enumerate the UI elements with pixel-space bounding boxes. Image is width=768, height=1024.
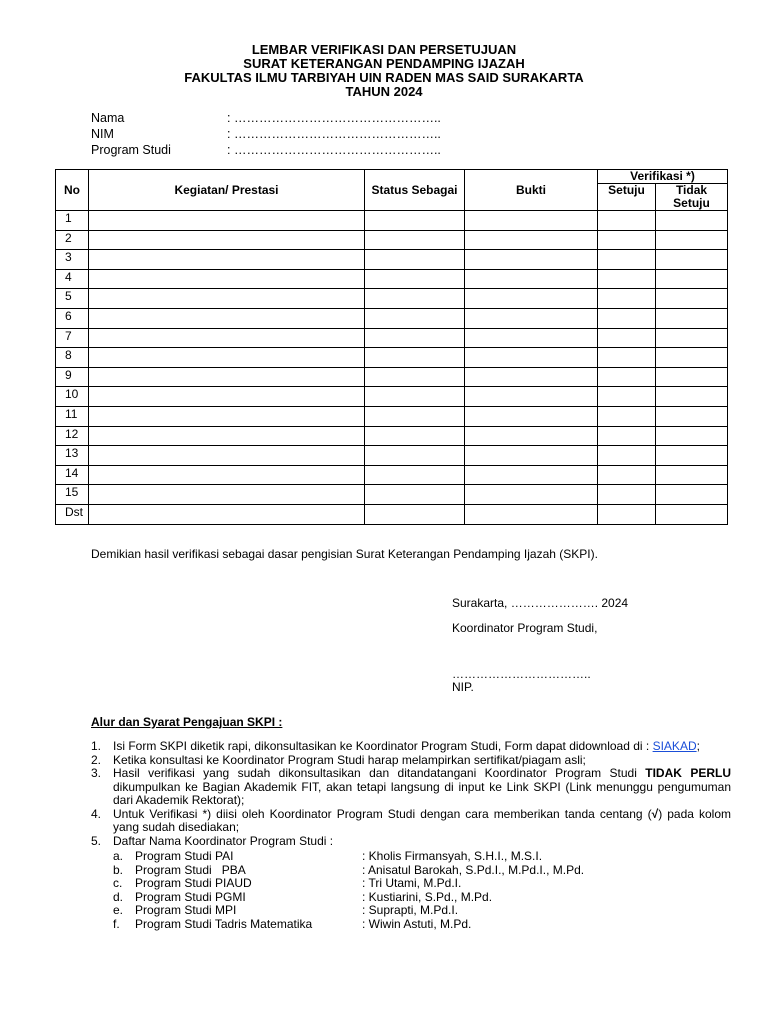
program-name: Program Studi PBA [135, 862, 246, 877]
item-letter: c. [113, 876, 123, 890]
cell-tidak-setuju[interactable] [656, 328, 728, 348]
signature-role: Koordinator Program Studi, [452, 621, 598, 635]
cell-bukti[interactable] [465, 465, 598, 485]
header-setuju: Setuju [598, 184, 656, 211]
field-blank: : ………………………………………….. [227, 127, 441, 141]
cell-setuju[interactable] [598, 426, 656, 446]
cell-status[interactable] [365, 465, 465, 485]
cell-kegiatan[interactable] [89, 446, 365, 466]
verification-table [55, 169, 728, 525]
row-number: 15 [56, 485, 89, 505]
step-1 [91, 740, 731, 754]
header-no: No [56, 170, 89, 211]
table-row [56, 367, 728, 387]
cell-kegiatan[interactable] [89, 406, 365, 426]
cell-status[interactable] [365, 308, 465, 328]
row-number: 3 [56, 250, 89, 270]
row-number: 10 [56, 387, 89, 407]
row-number: 8 [56, 348, 89, 368]
program-name: Program Studi Tadris Matematika [135, 916, 313, 931]
cell-setuju[interactable] [598, 348, 656, 368]
step-number: 2. [91, 752, 102, 767]
coordinator-item [113, 891, 731, 905]
cell-bukti[interactable] [465, 387, 598, 407]
cell-tidak-setuju[interactable] [656, 406, 728, 426]
signature-line: …………………………….. [452, 667, 591, 681]
siakad-link[interactable]: SIAKAD [652, 739, 697, 753]
row-number: 7 [56, 328, 89, 348]
field-label: NIM [91, 127, 114, 141]
program-name: Program Studi PIAUD [135, 876, 252, 890]
step-4 [91, 808, 731, 835]
step-1-text: Isi Form SKPI diketik rapi, dikonsultasikan ke Koordinator Program Studi, Form dapat didownload di : [113, 739, 653, 753]
cell-tidak-setuju[interactable] [656, 485, 728, 505]
step-5 [91, 835, 731, 932]
coordinator-item [113, 864, 731, 878]
cell-tidak-setuju[interactable] [656, 211, 728, 231]
cell-bukti[interactable] [465, 308, 598, 328]
field-nim[interactable] [91, 126, 551, 142]
table-row [56, 485, 728, 505]
cell-tidak-setuju[interactable] [656, 308, 728, 328]
field-label: Nama [91, 111, 125, 125]
header-line-2: SURAT KETERANGAN PENDAMPING IJAZAH [243, 56, 525, 71]
cell-tidak-setuju[interactable] [656, 348, 728, 368]
cell-setuju[interactable] [598, 269, 656, 289]
row-number: 13 [56, 446, 89, 466]
row-number: 9 [56, 367, 89, 387]
cell-status[interactable] [365, 367, 465, 387]
cell-setuju[interactable] [598, 211, 656, 231]
cell-kegiatan[interactable] [89, 328, 365, 348]
cell-setuju[interactable] [598, 328, 656, 348]
table-row [56, 426, 728, 446]
cell-tidak-setuju[interactable] [656, 250, 728, 270]
row-number: 6 [56, 308, 89, 328]
cell-tidak-setuju[interactable] [656, 367, 728, 387]
table-row [56, 504, 728, 524]
table-row [56, 406, 728, 426]
coordinator-name: : Suprapti, M.Pd.I. [362, 903, 459, 917]
cell-setuju[interactable] [598, 446, 656, 466]
cell-status[interactable] [365, 504, 465, 524]
coordinator-name: : Kholis Firmansyah, S.H.I., M.S.I. [362, 849, 543, 863]
field-blank: : ………………………………………….. [227, 143, 441, 157]
cell-bukti[interactable] [465, 504, 598, 524]
cell-bukti[interactable] [465, 269, 598, 289]
cell-kegiatan[interactable] [89, 387, 365, 407]
cell-status[interactable] [365, 230, 465, 250]
coordinator-item [113, 850, 731, 864]
coordinator-name: : Kustiarini, S.Pd., M.Pd. [362, 889, 493, 904]
cell-setuju[interactable] [598, 406, 656, 426]
cell-tidak-setuju[interactable] [656, 465, 728, 485]
field-label: Program Studi [91, 143, 171, 157]
cell-bukti[interactable] [465, 406, 598, 426]
item-letter: b. [113, 862, 124, 877]
table-row [56, 348, 728, 368]
header-verifikasi: Verifikasi *) [598, 170, 728, 184]
cell-bukti[interactable] [465, 289, 598, 309]
program-name: Program Studi MPI [135, 903, 237, 917]
cell-kegiatan[interactable] [89, 367, 365, 387]
header-bukti: Bukti [465, 170, 598, 211]
header-line-3: FAKULTAS ILMU TARBIYAH UIN RADEN MAS SAID SURAKARTA [184, 70, 584, 85]
table-row [56, 446, 728, 466]
signature-place-date: Surakarta, …………………. 2024 [452, 596, 629, 610]
cell-kegiatan[interactable] [89, 250, 365, 270]
header-tidak-setuju: Tidak Setuju [656, 184, 728, 211]
row-number: 14 [56, 465, 89, 485]
coordinator-name: : Anisatul Barokah, S.Pd.I., M.Pd.I., M.Pd. [362, 862, 585, 877]
table-row [56, 465, 728, 485]
cell-bukti[interactable] [465, 211, 598, 231]
procedure-steps [91, 740, 731, 931]
cell-kegiatan[interactable] [89, 230, 365, 250]
cell-status[interactable] [365, 485, 465, 505]
procedure-title: Alur dan Syarat Pengajuan SKPI : [91, 715, 283, 729]
cell-tidak-setuju[interactable] [656, 446, 728, 466]
table-row [56, 269, 728, 289]
step-2-text: Ketika konsultasi ke Koordinator Program Studi harap melampirkan sertifikat/piagam asli; [113, 752, 586, 767]
table-row [56, 211, 728, 231]
cell-bukti[interactable] [465, 426, 598, 446]
cell-status[interactable] [365, 387, 465, 407]
cell-setuju[interactable] [598, 230, 656, 250]
step-4-pre: Untuk Verifikasi *) diisi oleh Koordinator Program Studi dengan cara memberikan tanda centang ( [113, 806, 652, 821]
cell-bukti[interactable] [465, 328, 598, 348]
step-3-post: dikumpulkan ke Bagian Akademik FIT, akan tetapi langsung di input ke Link SKPI (Link menunggu pengumuman dari Akademik Rektorat); [113, 779, 731, 807]
field-program-studi[interactable] [91, 142, 551, 158]
cell-setuju[interactable] [598, 367, 656, 387]
row-number: 12 [56, 426, 89, 446]
cell-kegiatan[interactable] [89, 504, 365, 524]
cell-tidak-setuju[interactable] [656, 289, 728, 309]
table-row [56, 289, 728, 309]
coordinator-item [113, 918, 731, 932]
table-row [56, 387, 728, 407]
step-5-text: Daftar Nama Koordinator Program Studi : [113, 833, 334, 848]
step-number: 5. [91, 833, 102, 848]
cell-setuju[interactable] [598, 387, 656, 407]
cell-bukti[interactable] [465, 367, 598, 387]
cell-kegiatan[interactable] [89, 485, 365, 505]
cell-kegiatan[interactable] [89, 465, 365, 485]
cell-status[interactable] [365, 328, 465, 348]
cell-kegiatan[interactable] [89, 211, 365, 231]
cell-bukti[interactable] [465, 348, 598, 368]
cell-kegiatan[interactable] [89, 269, 365, 289]
step-3-emphasis: TIDAK PERLU [645, 766, 731, 780]
step-number: 3. [91, 766, 102, 780]
table-row [56, 308, 728, 328]
item-letter: f. [113, 916, 120, 931]
step-3 [91, 767, 731, 808]
coordinator-name: : Tri Utami, M.Pd.I. [362, 876, 462, 890]
cell-tidak-setuju[interactable] [656, 504, 728, 524]
coordinator-item [113, 877, 731, 891]
cell-bukti[interactable] [465, 230, 598, 250]
cell-setuju[interactable] [598, 250, 656, 270]
field-nama[interactable] [91, 110, 551, 126]
cell-status[interactable] [365, 348, 465, 368]
header-line-1: LEMBAR VERIFIKASI DAN PERSETUJUAN [251, 42, 517, 57]
checkmark-symbol: √ [651, 806, 659, 821]
row-number: Dst [56, 504, 89, 524]
step-4-post: ) pada kolom yang sudah disediakan; [113, 806, 731, 834]
closing-statement: Demikian hasil verifikasi sebagai dasar pengisian Surat Keterangan Pendamping Ijazah (SKPI). [91, 547, 598, 561]
coordinator-list [113, 850, 731, 931]
document-header [0, 43, 768, 99]
table-row [56, 328, 728, 348]
cell-tidak-setuju[interactable] [656, 426, 728, 446]
cell-bukti[interactable] [465, 446, 598, 466]
step-3-pre: Hasil verifikasi yang sudah dikonsultasikan dan ditandatangani Koordinator Program Studi [113, 766, 646, 780]
cell-setuju[interactable] [598, 504, 656, 524]
cell-setuju[interactable] [598, 308, 656, 328]
cell-tidak-setuju[interactable] [656, 269, 728, 289]
cell-status[interactable] [365, 426, 465, 446]
cell-status[interactable] [365, 211, 465, 231]
cell-status[interactable] [365, 269, 465, 289]
cell-kegiatan[interactable] [89, 308, 365, 328]
row-number: 5 [56, 289, 89, 309]
cell-setuju[interactable] [598, 289, 656, 309]
program-name: Program Studi PGMI [135, 889, 246, 904]
cell-tidak-setuju[interactable] [656, 230, 728, 250]
row-number: 1 [56, 211, 89, 231]
row-number: 11 [56, 406, 89, 426]
item-letter: e. [113, 903, 124, 917]
field-blank: : ………………………………………….. [227, 111, 441, 125]
step-number: 4. [91, 806, 102, 821]
coordinator-item [113, 904, 731, 918]
coordinator-name: : Wiwin Astuti, M.Pd. [362, 916, 472, 931]
header-line-4: TAHUN 2024 [345, 84, 423, 99]
cell-status[interactable] [365, 289, 465, 309]
signature-nip: NIP. [452, 680, 474, 694]
cell-status[interactable] [365, 406, 465, 426]
cell-status[interactable] [365, 250, 465, 270]
table-row [56, 230, 728, 250]
step-1-end: ; [696, 739, 700, 753]
cell-kegiatan[interactable] [89, 289, 365, 309]
item-letter: d. [113, 889, 124, 904]
header-kegiatan: Kegiatan/ Prestasi [89, 170, 365, 211]
identity-fields [91, 110, 551, 158]
procedure-section [91, 715, 731, 931]
program-name: Program Studi PAI [135, 849, 234, 863]
cell-kegiatan[interactable] [89, 426, 365, 446]
step-number: 1. [91, 739, 102, 753]
row-number: 2 [56, 230, 89, 250]
item-letter: a. [113, 849, 124, 863]
row-number: 4 [56, 269, 89, 289]
cell-bukti[interactable] [465, 250, 598, 270]
step-2 [91, 754, 731, 768]
cell-setuju[interactable] [598, 465, 656, 485]
cell-kegiatan[interactable] [89, 348, 365, 368]
cell-status[interactable] [365, 446, 465, 466]
cell-setuju[interactable] [598, 485, 656, 505]
table-row [56, 250, 728, 270]
cell-tidak-setuju[interactable] [656, 387, 728, 407]
cell-bukti[interactable] [465, 485, 598, 505]
header-status: Status Sebagai [365, 170, 465, 211]
